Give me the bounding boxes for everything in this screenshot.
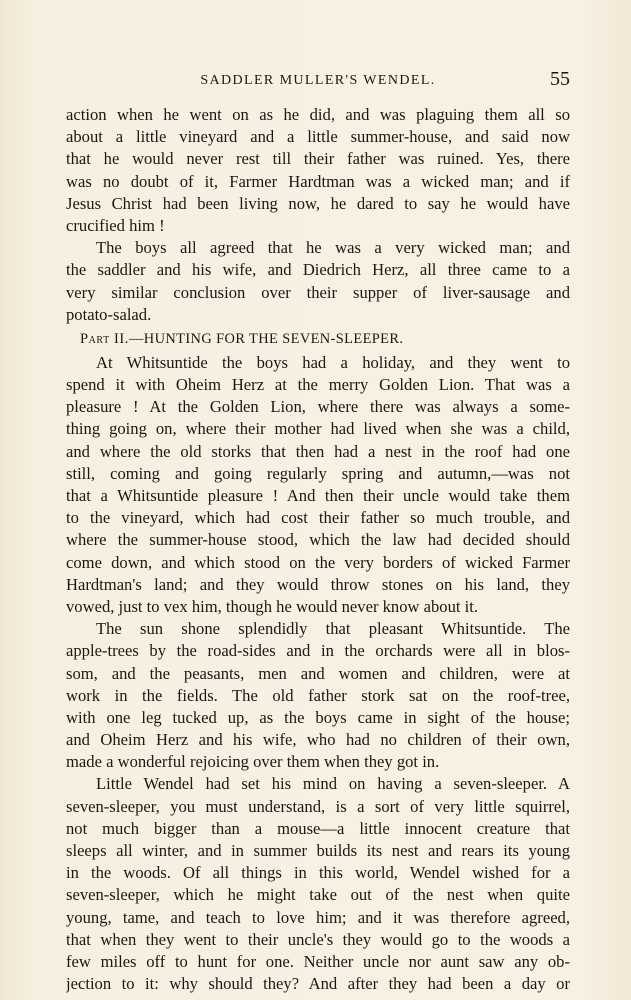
paragraph-3 — [66, 352, 570, 618]
text-line: The boys all agreed that he was a very wicked man; and — [96, 238, 570, 258]
text-line: apple-trees by the road-sides and in the orchards were all in blos- — [66, 641, 570, 661]
page-header — [66, 70, 570, 94]
text-line: come down, and which stood on the very borders of wicked Farmer — [66, 552, 570, 572]
text-line: that when they went to their uncle's they would go to the woods a — [66, 929, 570, 949]
text-line: Hardtman's land; and they would throw stones on his land, they — [66, 574, 570, 594]
text-line: the saddler and his wife, and Diedrich Herz, all three came to a — [66, 260, 570, 280]
text-line: seven-sleeper, which he might take out of the nest when quite — [66, 885, 570, 905]
text-line: potato-salad. — [66, 304, 152, 324]
text-line: in the woods. Of all things in this world, Wendel wished for a — [66, 863, 570, 883]
text-line: and where the old storks that then had a nest in the roof had one — [66, 441, 570, 461]
text-line: still, coming and going regularly spring and autumn,—was not — [66, 463, 570, 483]
paragraph-2 — [66, 237, 570, 326]
text-line: som, and the peasants, men and women and children, were at — [66, 663, 570, 683]
text-line: not much bigger than a mouse—a little innocent creature that — [66, 818, 570, 838]
text-line: thing going on, where their mother had lived when she was a child, — [66, 419, 570, 439]
body-text — [66, 104, 570, 995]
text-line: to the vineyard, which had cost their father so much trouble, and — [66, 508, 570, 528]
text-line: young, tame, and teach to love him; and it was therefore agreed, — [66, 907, 570, 927]
page-number: 55 — [550, 68, 570, 90]
text-line: was no doubt of it, Farmer Hardtman was a wicked man; and if — [66, 171, 570, 191]
text-line: Little Wendel had set his mind on having a seven-sleeper. A — [96, 774, 570, 794]
text-line: that a Whitsuntide pleasure ! And then their uncle would take them — [66, 486, 570, 505]
text-line: spend it with Oheim Herz at the merry Golden Lion. That was a — [66, 375, 570, 395]
section-heading — [66, 326, 570, 352]
text-line: few miles off to hunt for one. Neither uncle nor aunt saw any ob- — [66, 951, 570, 971]
text-line: jection to it: why should they? And after they had been a day or — [66, 974, 570, 994]
text-line: that he would never rest till their father was ruined. Yes, there — [66, 149, 570, 169]
text-line: pleasure ! At the Golden Lion, where there was always a some- — [66, 397, 570, 417]
text-line: action when he went on as he did, and was plaguing them all so — [66, 105, 570, 124]
text-line: The sun shone splendidly that pleasant Whitsuntide. The — [96, 619, 570, 639]
part-label: Part II. — [80, 330, 129, 347]
paragraph-4 — [66, 618, 570, 773]
text-line: sleeps all winter, and in summer builds its nest and rears its young — [66, 841, 570, 860]
paragraph-5 — [66, 773, 570, 995]
running-title: SADDLER MULLER'S WENDEL. — [200, 73, 436, 88]
text-line: crucified him ! — [66, 215, 165, 235]
text-line: about a little vineyard and a little summer-house, and said now — [66, 127, 570, 147]
text-line: At Whitsuntide the boys had a holiday, and they went to — [96, 352, 570, 372]
text-line: very similar conclusion over their supper of liver-sausage and — [66, 282, 570, 302]
paragraph-1 — [66, 104, 570, 237]
section-title: —HUNTING FOR THE SEVEN-SLEEPER. — [128, 330, 404, 347]
text-line: where the summer-house stood, which the law had decided should — [66, 530, 570, 550]
text-line: Jesus Christ had been living now, he dared to say he would have — [66, 193, 570, 213]
text-line: work in the fields. The old father stork sat on the roof-tree, — [66, 685, 570, 705]
text-line: with one leg tucked up, as the boys came in sight of the house; — [66, 707, 570, 727]
text-line: seven-sleeper, you must understand, is a sort of very little squirrel, — [66, 796, 570, 816]
text-line: and Oheim Herz and his wife, who had no children of their own, — [66, 730, 570, 750]
text-line: made a wonderful rejoicing over them when they got in. — [66, 752, 440, 772]
text-line: vowed, just to vex him, though he would never know about it. — [66, 596, 479, 616]
